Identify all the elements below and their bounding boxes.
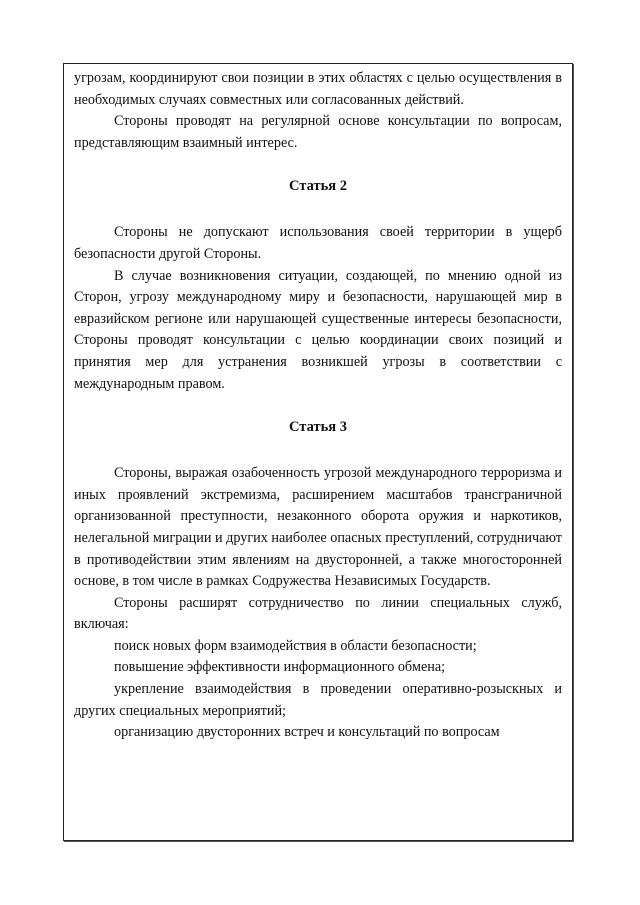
article-3-paragraph-1: Стороны, выражая озабоченность угрозой международного терроризма и иных проявлений экстремизма, расширением масштабов трансграничной организованной преступности, незаконного оборота оружия и наркотиков, нелегальной миграции и других наиболее опасных преступлений, сотрудничают в противодействии этим явлениям на двусторонней, а также многосторонней основе, в том числе в рамках Содружества Независимых Государств. (74, 465, 562, 590)
article-3-title: Статья 3 (289, 419, 347, 436)
document-page (63, 63, 573, 841)
intro-paragraph-2: Стороны проводят на регулярной основе консультации по вопросам, представляющим взаимный интерес. (74, 113, 562, 151)
article-2-paragraph-1: Стороны не допускают использования своей территории в ущерб безопасности другой Стороны. (74, 224, 562, 262)
article-3-paragraph-2: Стороны расширят сотрудничество по линии специальных служб, включая: (74, 594, 562, 633)
article-2-title: Статья 2 (289, 178, 347, 195)
list-item: повышение эффективности информационного обмена; (114, 659, 446, 676)
list-item: укрепление взаимодействия в проведении оперативно-розыскных и других специальных мероприятий; (74, 681, 562, 719)
article-2-paragraph-2: В случае возникновения ситуации, создающей, по мнению одной из Сторон, угрозу международному миру и безопасности, нарушающей мир в евразийском регионе или нарушающей существенные интересы безопасности, Стороны проводят консультации с целью координации своих позиций и принятия мер для устранения возникшей угрозы в соответствии с международным правом. (74, 267, 562, 392)
list-item: организацию двусторонних встреч и консультаций по вопросам (114, 724, 500, 741)
list-item: поиск новых форм взаимодействия в области безопасности; (114, 637, 477, 654)
intro-paragraph-1: угрозам, координируют свои позиции в этих областях с целью осуществления в необходимых случаях совместных или согласованных действий. (74, 70, 562, 108)
